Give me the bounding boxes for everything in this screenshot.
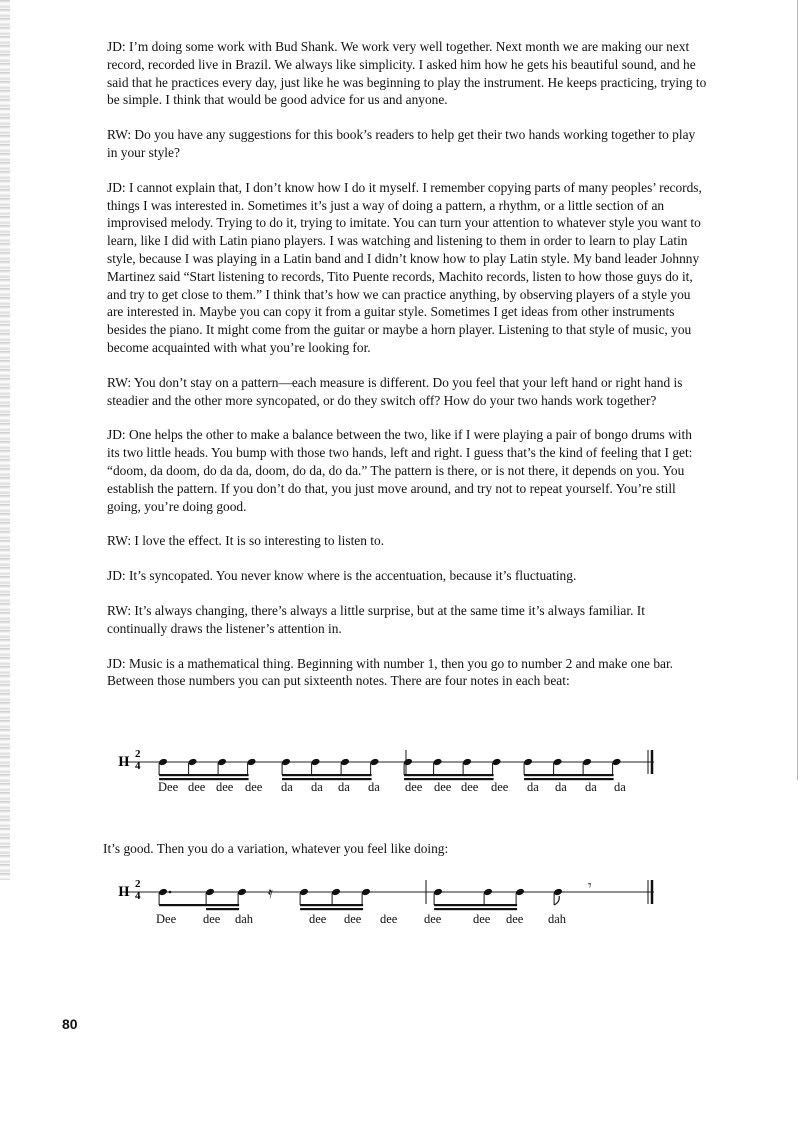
paragraph-jd-syncopated: JD: It’s syncopated. You never know where is the accentuation, because it’s fluctuating.	[107, 568, 577, 584]
page-number: 80	[62, 1016, 78, 1032]
syllable-label: Dee	[156, 912, 177, 926]
syllable-label: dee	[216, 780, 234, 794]
syllable-label: dee	[203, 912, 221, 926]
note-beam	[282, 778, 372, 780]
syllable-label: da	[527, 780, 539, 794]
syllable-label: da	[614, 780, 626, 794]
syllable-label: Dee	[158, 780, 179, 794]
syllable-label: da	[555, 780, 567, 794]
syllable-label: dee	[380, 912, 398, 926]
time-sig-top-2: 2	[135, 878, 141, 890]
note-beam	[524, 774, 614, 776]
syllable-label: dee	[461, 780, 479, 794]
syllable-label: dee	[434, 780, 452, 794]
sixteenth-rest: 𝄿	[268, 885, 273, 902]
syllable-label: dee	[309, 912, 327, 926]
note-beam	[404, 774, 494, 776]
syllable-label: da	[585, 780, 597, 794]
syllable-label: dee	[405, 780, 423, 794]
note-group-2	[158, 879, 592, 910]
percussion-clef-2: II	[118, 884, 130, 900]
note-beam	[159, 774, 249, 776]
paragraph-rw-changing: RW: It’s always changing, there’s always a little surprise, but at the same time it’s always familiar. It continually draws the listener’s attention in.	[107, 602, 645, 636]
scan-edge-left	[0, 0, 10, 880]
syllable-label: da	[368, 780, 380, 794]
paragraph-rw-suggestions: RW: Do you have any suggestions for this book’s readers to help get their two hands working together to play in your style?	[107, 127, 696, 160]
time-sig-bottom-2: 4	[135, 890, 141, 902]
syllable-label: dah	[235, 912, 254, 926]
time-sig-top-1: 2	[135, 748, 141, 760]
syllable-label: dee	[473, 912, 491, 926]
syllable-label: da	[311, 780, 323, 794]
paragraph-variation: It’s good. Then you do a variation, whatever you feel like doing:	[103, 841, 449, 856]
variation-intro	[103, 840, 703, 858]
note-beam	[434, 904, 517, 906]
rhythm-staff-1	[118, 744, 658, 784]
paragraph-jd-bud-shank: JD: I’m doing some work with Bud Shank. We work very well together. Next month we are making our next record, recorded live in Brazil. We always like simplicity. I asked him how he gets his beautiful sound, and he said that he practices every day, just like he was beginning to play the instrument. He keeps practicing, trying to be simple. I think that would be good advice for us and anyone.	[107, 39, 707, 108]
paragraph-jd-bongo: JD: One helps the other to make a balance between the two, like if I were playing a pair of bongo drums with its two little heads. You bump with those two hands, left and right. I guess that’s the kind of feeling that I get: “doom, da doom, do da da, doom, do da, do da.” The pattern is there, or is not there, it depends on you. You establish the pattern. If you don’t do that, you just move around, and try not to repeat yourself. You’re still going, you’re doing good.	[107, 427, 693, 514]
note-flag	[554, 896, 559, 905]
eighth-rest: 𝄾	[588, 879, 592, 894]
paragraph-jd-mathematical: JD: Music is a mathematical thing. Beginning with number 1, then you go to number 2 and make one bar. Between those numbers you can put sixteenth notes. There are four notes in each beat:	[107, 655, 674, 689]
syllable-label: da	[338, 780, 350, 794]
augmentation-dot	[169, 891, 172, 894]
note-beam	[282, 774, 372, 776]
rhythm-staff-2	[118, 876, 658, 916]
paragraph-rw-effect: RW: I love the effect. It is so interesting to listen to.	[107, 533, 385, 549]
note-group-1	[158, 758, 621, 780]
syllable-label: dee	[245, 780, 263, 794]
syllable-label: dee	[424, 912, 442, 926]
syllable-label: dee	[344, 912, 362, 926]
syllable-label: dah	[548, 912, 567, 926]
time-sig-bottom-1: 4	[135, 760, 141, 772]
paragraph-rw-pattern: RW: You don’t stay on a pattern—each measure is different. Do you feel that your left hand or right hand is steadier and the other more syncopated, or do they switch off? How do your two hands work together?	[107, 374, 683, 408]
percussion-clef-1: II	[118, 754, 130, 770]
scan-edge-right	[797, 0, 798, 780]
rhythm-example-1	[118, 744, 658, 796]
interview-text-top	[107, 38, 707, 690]
note-beam	[159, 904, 239, 906]
syllable-label: dee	[188, 780, 206, 794]
note-beam	[434, 908, 517, 910]
paragraph-jd-copying-records: JD: I cannot explain that, I don’t know how I do it myself. I remember copying parts of many peoples’ records, things I was interested in. Sometimes it’s just a way of doing a pattern, a rhythm, or a little section of an improvised melody. Trying to do it, trying to imitate. You can turn your attention to whatever style you want to learn, like I did with Latin piano players. I was watching and listening to them in order to learn to play Latin style, because I was playing in a Latin band and I didn’t know how to play Latin style. My band leader Johnny Martinez said “Start listening to records, Tito Puente records, Machito records, listen to how those guys do it, and try to get close to them.” I think that’s how we can practice anything, by observing players of a style you are interested in. Maybe you can copy it from a guitar style. Sometimes I get ideas from other instruments besides the piano. It might come from the guitar or maybe a horn player. Listening to that style of music, you become acquainted with what you’re looking for.	[107, 179, 702, 355]
note-beam	[206, 908, 239, 910]
note-beam	[300, 908, 363, 910]
syllable-label: da	[281, 780, 293, 794]
rhythm-example-2	[118, 876, 658, 928]
syllable-label: dee	[506, 912, 524, 926]
note-beam	[300, 904, 363, 906]
syllable-label: dee	[491, 780, 509, 794]
